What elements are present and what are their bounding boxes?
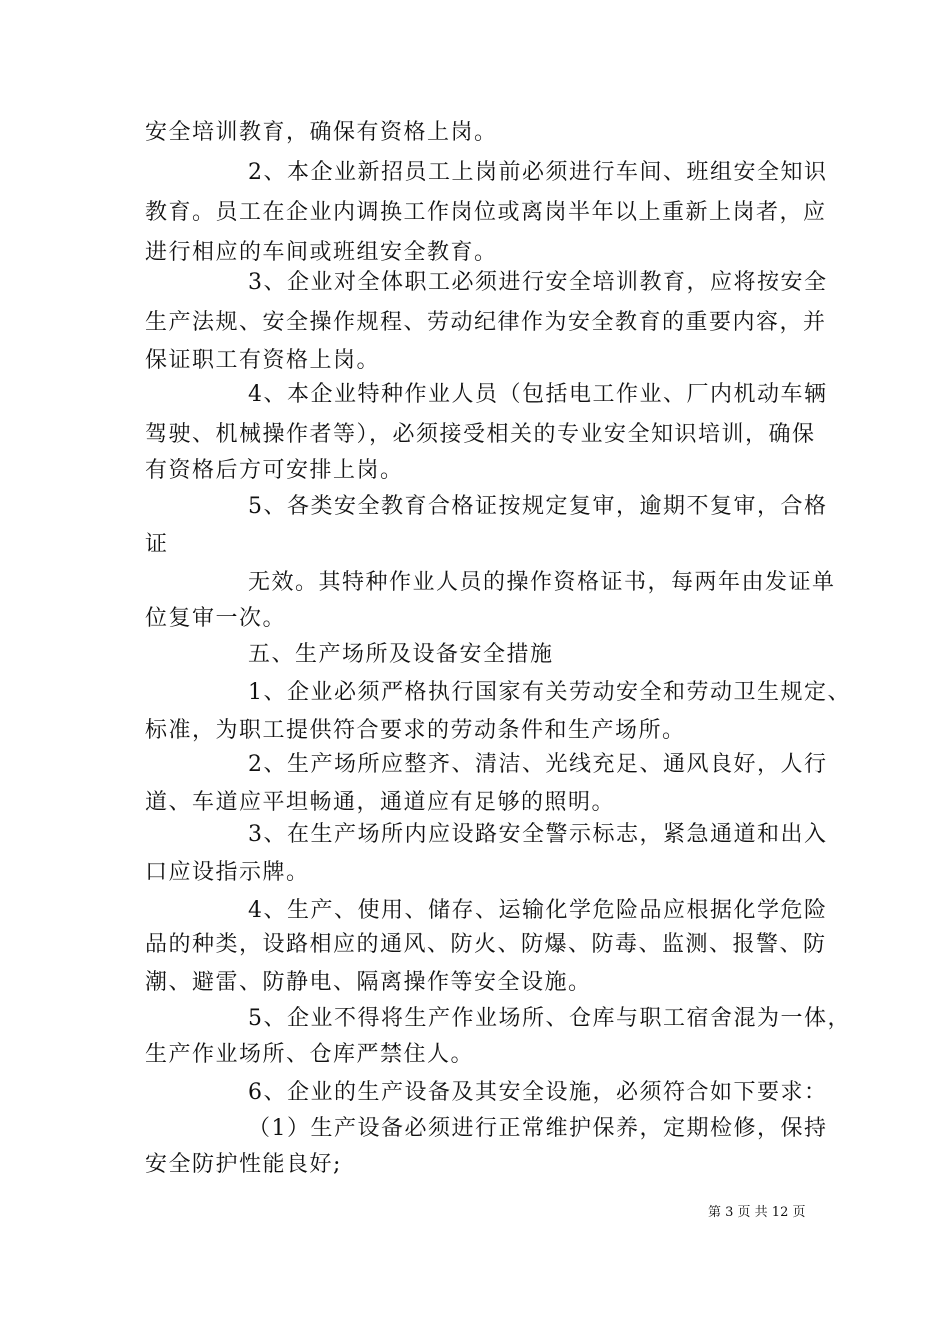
text-line: 有资格后方可安排上岗。	[145, 458, 404, 483]
text-line: （1）生产设备必须进行正常维护保养，定期检修，保持	[248, 1116, 828, 1141]
page-number: 第 3 页 共 12 页	[708, 1205, 806, 1220]
text-line: 口应设指示牌。	[145, 860, 310, 885]
text-line: 无效。其特种作业人员的操作资格证书，每两年由发证单	[248, 570, 836, 595]
text-line: 5、各类安全教育合格证按规定复审，逾期不复审，合格	[248, 494, 828, 519]
text-line: 生产作业场所、仓库严禁住人。	[145, 1042, 475, 1067]
text-line: 保证职工有资格上岗。	[145, 348, 381, 373]
text-line: 标准，为职工提供符合要求的劳动条件和生产场所。	[145, 718, 686, 743]
text-line: 教育。员工在企业内调换工作岗位或离岗半年以上重新上岗者，应	[145, 200, 827, 225]
text-line: 安全培训教育，确保有资格上岗。	[145, 120, 498, 145]
text-line: 4、本企业特种作业人员（包括电工作业、厂内机动车辆	[248, 382, 828, 407]
text-line: 生产法规、安全操作规程、劳动纪律作为安全教育的重要内容，并	[145, 310, 827, 335]
text-line: 1、企业必须严格执行国家有关劳动安全和劳动卫生规定、	[248, 680, 851, 705]
text-line: 证	[145, 532, 169, 557]
text-line: 进行相应的车间或班组安全教育。	[145, 240, 498, 265]
text-line: 位复审一次。	[145, 606, 287, 631]
text-line: 潮、避雷、防静电、隔离操作等安全设施。	[145, 970, 592, 995]
text-line: 2、本企业新招员工上岗前必须进行车间、班组安全知识	[248, 160, 828, 185]
text-line: 品的种类，设路相应的通风、防火、防爆、防毒、监测、报警、防	[145, 932, 827, 957]
text-line: 安全防护性能良好;	[145, 1152, 342, 1177]
text-line: 道、车道应平坦畅通，通道应有足够的照明。	[145, 790, 616, 815]
text-line: 4、生产、使用、储存、运输化学危险品应根据化学危险	[248, 898, 828, 923]
text-line: 3、企业对全体职工必须进行安全培训教育，应将按安全	[248, 270, 828, 295]
text-line: 2、生产场所应整齐、清洁、光线充足、通风良好，人行	[248, 752, 828, 777]
text-line: 3、在生产场所内应设路安全警示标志，紧急通道和出入	[248, 822, 828, 847]
text-line: 5、企业不得将生产作业场所、仓库与职工宿舍混为一体，	[248, 1006, 851, 1031]
text-line: 6、企业的生产设备及其安全设施，必须符合如下要求：	[248, 1080, 828, 1105]
text-line: 驾驶、机械操作者等），必须接受相关的专业安全知识培训，确保	[145, 422, 816, 447]
section-heading: 五、生产场所及设备安全措施	[248, 642, 554, 667]
